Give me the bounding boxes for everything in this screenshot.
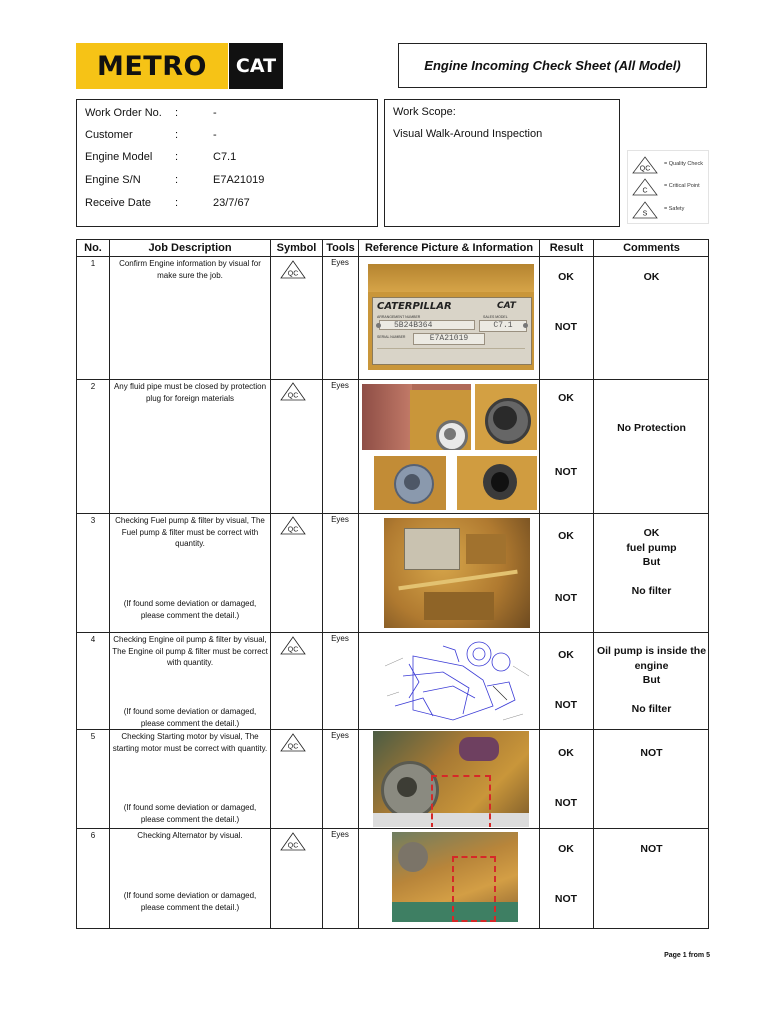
symbol-legend (627, 150, 709, 224)
check-table (76, 239, 709, 929)
comment: Oil pump is inside the engine But No filter (596, 645, 707, 715)
critical-point-icon (632, 178, 658, 196)
quality-check-icon (280, 636, 306, 655)
row-number: 3 (90, 516, 96, 525)
fluid-pipe-photo-2 (475, 384, 537, 450)
quality-check-icon (280, 260, 306, 279)
header-job-description: Job Description (148, 242, 232, 254)
result-ok: OK (558, 392, 574, 404)
job-description: Confirm Engine information by visual for make sure the job. (119, 259, 261, 280)
svg-text:QC: QC (287, 743, 299, 751)
quality-check-icon (632, 156, 658, 174)
engine-model-label: Engine Model (85, 151, 153, 163)
svg-text:QC: QC (287, 270, 299, 278)
work-scope-box (384, 99, 620, 227)
quality-check-icon (280, 733, 306, 752)
colon: : (175, 174, 179, 186)
svg-text:QC: QC (287, 646, 299, 654)
result-not: NOT (554, 699, 578, 711)
deviation-note: (If found some deviation or damaged, please comment the detail.) (123, 891, 257, 912)
customer-label: Customer (85, 129, 133, 141)
alternator-photo (392, 832, 518, 922)
plate-brand: CATERPILLAR (377, 301, 452, 312)
result-ok: OK (558, 747, 574, 759)
job-description: Checking Starting motor by visual, The starting motor must be correct with quantity. (112, 732, 268, 753)
receive-date-value: 23/7/67 (213, 197, 250, 209)
tools-value: Eyes (331, 731, 349, 740)
plate-sales-model-value: C7.1 (479, 320, 527, 332)
plate-arrangement-label: ARRANGEMENT NUMBER (377, 315, 421, 319)
legend-text: = Critical Point (664, 183, 700, 189)
tools-value: Eyes (331, 381, 349, 390)
svg-text:QC: QC (287, 526, 299, 534)
header-tools: Tools (326, 242, 355, 254)
cat-logo-text: CAT (235, 55, 277, 77)
comment: OK fuel pump But No filter (626, 527, 677, 597)
safety-icon (632, 201, 658, 219)
colon: : (175, 129, 179, 141)
row-number: 2 (90, 382, 96, 391)
cat-logo (229, 43, 283, 89)
receive-date-label: Receive Date (85, 197, 152, 209)
job-description: Checking Fuel pump & filter by visual, The Fuel pump & filter must be correct with quantity. (115, 516, 265, 548)
result-ok: OK (558, 649, 574, 661)
header-reference-picture: Reference Picture & Information (364, 242, 534, 254)
svg-text:QC: QC (287, 392, 299, 400)
tools-value: Eyes (331, 515, 349, 524)
tools-value: Eyes (331, 258, 349, 267)
colon: : (175, 151, 179, 163)
row-number: 1 (90, 259, 96, 268)
plate-serial-label: SERIAL NUMBER (377, 335, 406, 339)
row-number: 4 (90, 635, 96, 644)
quality-check-icon (280, 516, 306, 535)
fuel-pump-photo (384, 518, 530, 628)
row-number: 6 (90, 831, 96, 840)
work-scope-value: Visual Walk-Around Inspection (393, 128, 543, 140)
engine-model-value: C7.1 (213, 151, 237, 163)
work-order-label: Work Order No. (85, 107, 162, 119)
row-number: 5 (90, 732, 96, 741)
legend-critical-point (632, 178, 710, 196)
legend-symbol: C (642, 187, 648, 195)
work-order-value: - (213, 107, 217, 119)
legend-quality-check (632, 156, 710, 174)
colon: : (175, 197, 179, 209)
header-symbol: Symbol (276, 242, 317, 254)
fluid-pipe-photo-4 (457, 456, 537, 510)
engine-nameplate-photo (368, 264, 534, 370)
tools-value: Eyes (331, 830, 349, 839)
metro-logo (76, 43, 228, 89)
document-title: Engine Incoming Check Sheet (All Model) (398, 43, 707, 88)
deviation-note: (If found some deviation or damaged, please comment the detail.) (123, 599, 257, 620)
deviation-note: (If found some deviation or damaged, please comment the detail.) (123, 707, 257, 728)
svg-text:QC: QC (287, 842, 299, 850)
comment: OK (643, 271, 660, 283)
result-ok: OK (558, 530, 574, 542)
job-description: Checking Alternator by visual. (137, 831, 243, 840)
plate-serial-value: E7A21019 (413, 333, 485, 345)
legend-safety (632, 201, 710, 219)
engine-sn-label: Engine S/N (85, 174, 141, 186)
header-no: No. (84, 242, 102, 254)
result-not: NOT (554, 466, 578, 478)
legend-symbol: QC (639, 165, 651, 173)
comment: No Protection (617, 422, 686, 434)
engine-sn-value: E7A21019 (213, 174, 265, 186)
result-not: NOT (554, 797, 578, 809)
comment: NOT (640, 747, 663, 759)
result-not: NOT (554, 592, 578, 604)
header-comments: Comments (623, 242, 680, 254)
quality-check-icon (280, 832, 306, 851)
work-order-info-box (76, 99, 378, 227)
metro-logo-text: METRO (97, 50, 207, 82)
deviation-note: (If found some deviation or damaged, please comment the detail.) (123, 803, 257, 824)
result-ok: OK (558, 271, 574, 283)
result-not: NOT (554, 893, 578, 905)
job-description: Checking Engine oil pump & filter by visual, The Engine oil pump & filter must be correct with quantity. (112, 635, 268, 667)
plate-cat: CAT (497, 301, 516, 311)
tools-value: Eyes (331, 634, 349, 643)
customer-value: - (213, 129, 217, 141)
fluid-pipe-photo-3 (374, 456, 446, 510)
legend-text: = Quality Check (664, 161, 703, 167)
comment: NOT (640, 843, 663, 855)
quality-check-icon (280, 382, 306, 401)
plate-arrangement-value: 5B24B364 (379, 320, 475, 330)
result-not: NOT (554, 321, 578, 333)
colon: : (175, 107, 179, 119)
legend-text: = Safety (664, 206, 685, 212)
fluid-pipe-photo-1 (362, 384, 471, 450)
work-scope-label: Work Scope: (393, 106, 456, 118)
page-number: Page 1 from 5 (664, 952, 710, 959)
oil-pump-diagram (383, 636, 533, 724)
legend-symbol: S (642, 210, 648, 218)
job-description: Any fluid pipe must be closed by protection plug for foreign materials (113, 382, 267, 403)
starting-motor-photo (373, 731, 529, 827)
plate-sales-model-label: SALES MODEL (483, 315, 508, 319)
header-result: Result (549, 242, 584, 254)
result-ok: OK (558, 843, 574, 855)
